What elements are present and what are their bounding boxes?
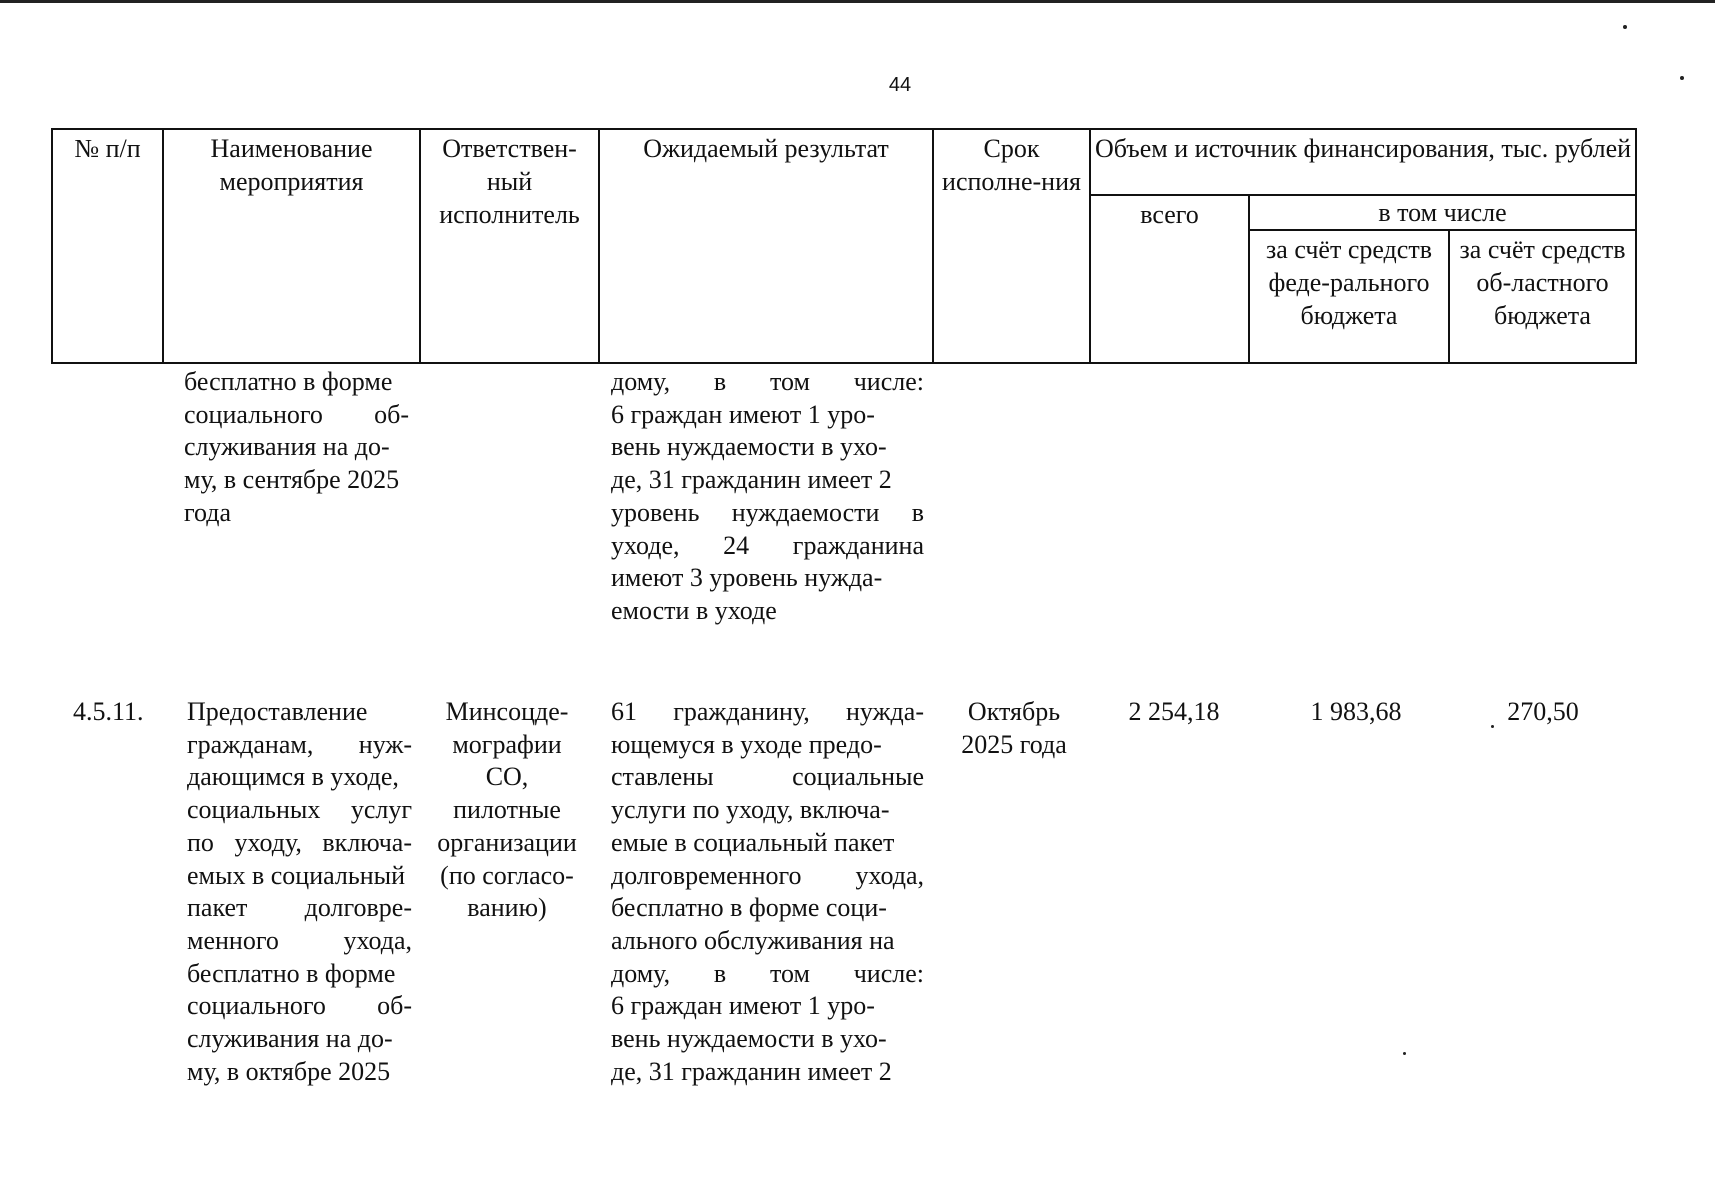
scan-speck <box>1623 25 1627 29</box>
continued-result-line: де, 31 гражданин имеет 2 <box>611 465 892 495</box>
word: долговре- <box>304 893 412 923</box>
word: социального <box>184 399 323 429</box>
row-responsible-line: мографии <box>452 729 562 759</box>
row-name-line <box>187 794 412 827</box>
row-deadline-cell <box>939 696 1089 761</box>
row-name-line: служивания на до- <box>187 1024 393 1054</box>
word: нужда- <box>846 697 924 726</box>
row-num: 4.5.11. <box>73 697 144 726</box>
word: том <box>769 367 810 396</box>
row-name-line: емых в социальный <box>187 860 406 890</box>
word: гражданина <box>792 530 924 560</box>
row-name-line <box>187 827 412 860</box>
word: услуг <box>350 795 412 825</box>
row-result-line: услуги по уходу, включа- <box>611 795 890 825</box>
word: гражданам, <box>187 729 314 759</box>
scan-speck <box>1680 76 1684 80</box>
continued-result-line <box>611 530 924 563</box>
word: нуж- <box>358 729 412 759</box>
row-responsible-line: ванию) <box>467 893 547 923</box>
table-row <box>51 696 1635 1116</box>
continued-name-line: му, в сентябре 2025 <box>184 465 400 495</box>
continued-name-line: служивания на до- <box>184 432 390 462</box>
row-responsible-line: СО, <box>485 762 529 792</box>
row-name-line: бесплатно в форме <box>187 958 396 988</box>
row-name-line: дающимся в уходе, <box>187 762 399 792</box>
word: социальные <box>792 762 924 792</box>
word: в <box>713 367 727 396</box>
word: в <box>911 497 924 527</box>
word: 61 <box>611 697 637 726</box>
word: менного <box>187 925 279 955</box>
word: уходу, <box>234 827 302 857</box>
row-result-line: ющемуся в уходе предо- <box>611 729 882 759</box>
row-result-line: бесплатно в форме соци- <box>611 893 887 923</box>
word: дому, <box>611 367 671 396</box>
word: долговременного <box>611 860 802 890</box>
header-num: № п/п <box>52 129 163 363</box>
row-result-line: вень нуждаемости в ухо- <box>611 1024 887 1054</box>
row-deadline-line: Октябрь <box>967 697 1061 726</box>
row-result-line: де, 31 гражданин имеет 2 <box>611 1056 892 1086</box>
row-name-cell <box>187 696 412 1088</box>
continued-name-line <box>184 399 409 432</box>
row-deadline-line: 2025 года <box>961 729 1067 759</box>
row-result-line <box>611 696 924 729</box>
row-result-line <box>611 860 924 893</box>
header-federal: за счёт средств феде-рального бюджета <box>1249 230 1449 363</box>
continued-name-line: года <box>184 497 232 527</box>
word: уходе, <box>611 530 680 560</box>
word: по <box>187 827 214 857</box>
row-result-line <box>611 958 924 991</box>
word: дому, <box>611 958 671 988</box>
word: пакет <box>187 893 248 923</box>
word: гражданину, <box>673 697 810 726</box>
word: ухода, <box>855 860 924 890</box>
table-header <box>51 128 1637 364</box>
row-result-line <box>611 761 924 794</box>
row-result-line: 6 граждан имеют 1 уро- <box>611 991 875 1021</box>
continued-name-cell <box>184 366 409 530</box>
word: об- <box>377 991 412 1021</box>
row-result-line: ального обслуживания на <box>611 925 895 955</box>
word: 24 <box>723 530 750 560</box>
header-name: Наименование мероприятия <box>163 129 420 363</box>
word: нуждаемости <box>731 497 880 527</box>
row-responsible-cell <box>422 696 592 925</box>
row-responsible-line: пилотные <box>453 795 561 825</box>
row-name-line <box>187 925 412 958</box>
header-financing: Объем и источник финансирования, тыс. рублей <box>1090 129 1636 195</box>
page-top-edge-rule <box>0 0 1715 3</box>
word: социального <box>187 991 326 1021</box>
header-responsible: Ответствен-ный исполнитель <box>420 129 599 363</box>
header-result: Ожидаемый результат <box>599 129 933 363</box>
continued-result-cell <box>611 366 924 628</box>
word: в <box>713 958 727 988</box>
row-name-line <box>187 990 412 1023</box>
continued-result-line: емости в уходе <box>611 595 777 625</box>
row-responsible-line: Минсоцде- <box>445 697 569 726</box>
continued-result-line <box>611 366 924 399</box>
continued-result-line: 6 граждан имеют 1 уро- <box>611 399 875 429</box>
continued-result-line <box>611 497 924 530</box>
table-row-continued <box>51 366 1635 696</box>
word: числе: <box>853 958 924 988</box>
word: об- <box>374 399 409 429</box>
word: числе: <box>853 367 924 396</box>
header-regional: за счёт средств об-ластного бюджета <box>1449 230 1636 363</box>
page-number: 44 <box>888 74 912 96</box>
row-regional: 270,50 <box>1507 697 1579 726</box>
row-name-line <box>187 892 412 925</box>
row-federal: 1 983,68 <box>1310 697 1402 726</box>
row-total: 2 254,18 <box>1128 697 1220 726</box>
header-total: всего <box>1090 195 1249 363</box>
row-name-line: му, в октябре 2025 <box>187 1056 391 1086</box>
continued-name-line: бесплатно в форме <box>184 367 393 396</box>
table-body <box>51 366 1635 1116</box>
continued-result-line: вень нуждаемости в ухо- <box>611 432 887 462</box>
header-including: в том числе <box>1249 195 1636 230</box>
row-responsible-line: (по согласо- <box>440 860 574 890</box>
word: уровень <box>611 497 700 527</box>
continued-result-line: имеют 3 уровень нужда- <box>611 563 883 593</box>
word: включа- <box>322 827 412 857</box>
word: том <box>769 958 810 988</box>
row-name-line: Предоставление <box>187 697 368 726</box>
row-name-line <box>187 729 412 762</box>
row-result-cell <box>611 696 924 1088</box>
word: социальных <box>187 795 321 825</box>
word: ухода, <box>343 925 412 955</box>
word: ставлены <box>611 762 714 792</box>
row-responsible-line: организации <box>437 827 577 857</box>
header-deadline: Срок исполне-ния <box>933 129 1090 363</box>
row-result-line: емые в социальный пакет <box>611 827 895 857</box>
